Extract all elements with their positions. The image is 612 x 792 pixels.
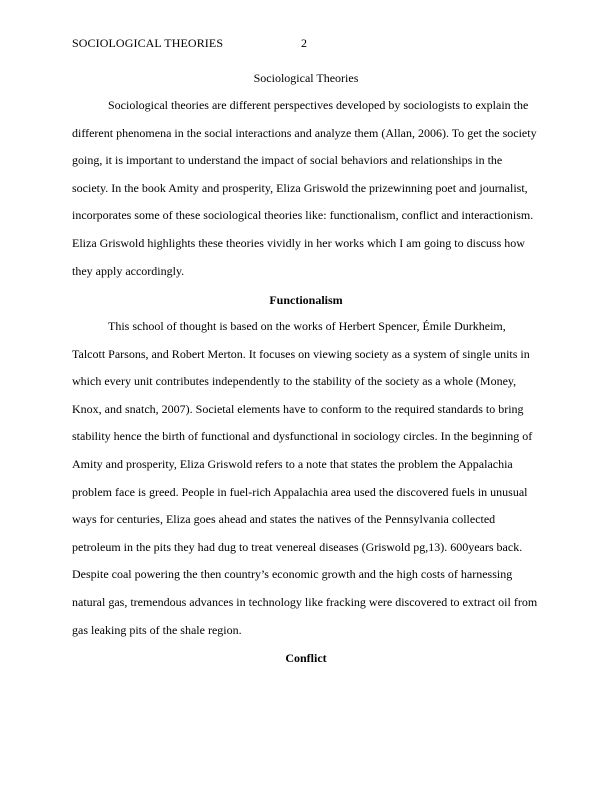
section-heading-functionalism: Functionalism (269, 293, 343, 307)
intro-paragraph: Sociological theories are different perspectives developed by sociologists to explain the different phenomena in the social interactions and analyze them (Allan, 2006). To get the society going, it is important to understand the impact of social behaviors and relationships in the society. In the book Amity and prosperity, Eliza Griswold the prizewinning poet and journalist, incorporates some of these sociological theories like: functionalism, conflict and interactionism. Eliza Griswold highlights these theories vividly in her works which I am going to discuss how they apply accordingly. (72, 98, 537, 278)
document-title: Sociological Theories (253, 71, 359, 85)
functionalism-paragraph: This school of thought is based on the works of Herbert Spencer, Émile Durkheim, Talcott Parsons, and Robert Merton. It focuses on viewing society as a system of single units in which every unit contributes independently to the stability of the society as a whole (Money, Knox, and snatch, 2007). Societal elements have to conform to the required standards to bring stability hence the birth of functional and dysfunctional in sociology circles. In the beginning of Amity and prosperity, Eliza Griswold refers to a note that states the problem the Appalachia problem face is greed. People in fuel-rich Appalachia area used the discovered fuels in unusual ways for centuries, Eliza goes ahead and states the natives of the Pennsylvania collected petroleum in the pits they had dug to treat venereal diseases (Griswold pg,13). 600years back. Despite coal powering the then country’s economic growth and the high costs of harnessing natural gas, tremendous advances in technology like fracking were discovered to extract oil from gas leaking pits of the shale region. (72, 319, 538, 637)
page-number: 2 (301, 36, 307, 50)
section-heading-conflict: Conflict (285, 651, 327, 665)
running-head: SOCIOLOGICAL THEORIES (72, 36, 224, 50)
